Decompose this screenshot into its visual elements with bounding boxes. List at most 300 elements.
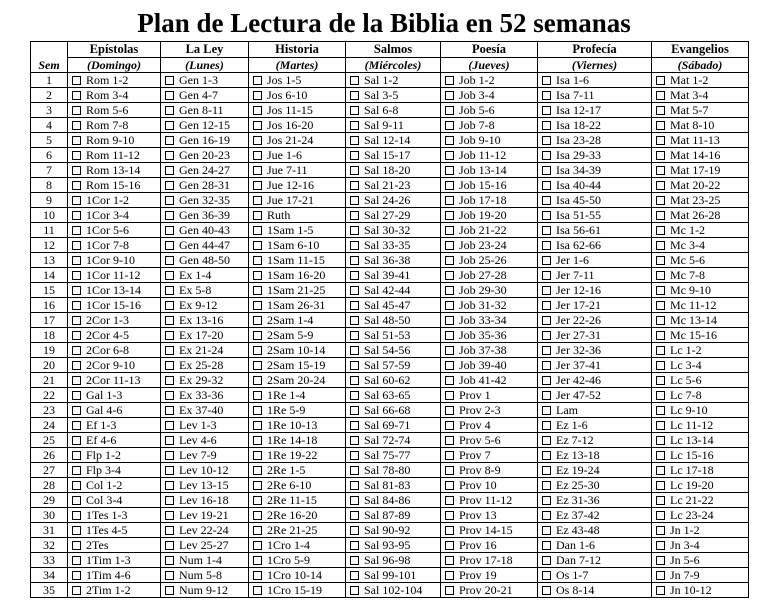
checkbox[interactable]	[350, 481, 359, 490]
checkbox[interactable]	[445, 331, 454, 340]
checkbox[interactable]	[445, 166, 454, 175]
checkbox[interactable]	[656, 331, 665, 340]
checkbox[interactable]	[350, 511, 359, 520]
reading-cell	[441, 553, 538, 568]
checkbox[interactable]	[165, 526, 174, 535]
checkbox[interactable]	[72, 286, 81, 295]
checkbox[interactable]	[542, 541, 551, 550]
checkbox[interactable]	[350, 241, 359, 250]
checkbox[interactable]	[445, 196, 454, 205]
checkbox[interactable]	[656, 436, 665, 445]
checkbox[interactable]	[445, 316, 454, 325]
checkbox[interactable]	[165, 256, 174, 265]
checkbox[interactable]	[253, 226, 262, 235]
reading-label: Lc 1-2	[670, 343, 702, 357]
reading-cell	[652, 178, 749, 193]
checkbox[interactable]	[445, 466, 454, 475]
checkbox[interactable]	[445, 376, 454, 385]
week-number: 23	[31, 403, 68, 418]
checkbox[interactable]	[253, 196, 262, 205]
checkbox[interactable]	[165, 166, 174, 175]
checkbox[interactable]	[72, 166, 81, 175]
checkbox[interactable]	[350, 121, 359, 130]
checkbox[interactable]	[445, 391, 454, 400]
checkbox[interactable]	[253, 331, 262, 340]
reading-cell	[161, 388, 249, 403]
checkbox[interactable]	[542, 301, 551, 310]
checkbox[interactable]	[165, 481, 174, 490]
checkbox[interactable]	[445, 271, 454, 280]
checkbox[interactable]	[656, 286, 665, 295]
checkbox[interactable]	[72, 301, 81, 310]
checkbox[interactable]	[165, 91, 174, 100]
checkbox[interactable]	[542, 481, 551, 490]
checkbox[interactable]	[542, 361, 551, 370]
reading-cell	[249, 223, 346, 238]
checkbox[interactable]	[253, 436, 262, 445]
reading-cell	[441, 358, 538, 373]
checkbox[interactable]	[72, 256, 81, 265]
checkbox[interactable]	[656, 556, 665, 565]
checkbox[interactable]	[165, 181, 174, 190]
checkbox[interactable]	[253, 511, 262, 520]
checkbox[interactable]	[165, 301, 174, 310]
table-body	[31, 73, 749, 598]
checkbox[interactable]	[542, 466, 551, 475]
reading-label: 1Tes 4-5	[86, 523, 128, 537]
checkbox[interactable]	[350, 271, 359, 280]
checkbox[interactable]	[445, 211, 454, 220]
checkbox[interactable]	[542, 211, 551, 220]
checkbox[interactable]	[350, 391, 359, 400]
checkbox[interactable]	[253, 121, 262, 130]
week-number: 12	[31, 238, 68, 253]
reading-label: 2Re 11-15	[267, 493, 317, 507]
checkbox[interactable]	[350, 361, 359, 370]
checkbox[interactable]	[72, 376, 81, 385]
checkbox[interactable]	[72, 181, 81, 190]
checkbox[interactable]	[350, 496, 359, 505]
checkbox[interactable]	[542, 571, 551, 580]
checkbox[interactable]	[445, 526, 454, 535]
checkbox[interactable]	[656, 376, 665, 385]
checkbox[interactable]	[350, 151, 359, 160]
checkbox[interactable]	[656, 106, 665, 115]
checkbox[interactable]	[656, 301, 665, 310]
checkbox[interactable]	[445, 106, 454, 115]
checkbox[interactable]	[165, 436, 174, 445]
checkbox[interactable]	[350, 301, 359, 310]
reading-cell	[68, 73, 161, 88]
checkbox[interactable]	[253, 466, 262, 475]
checkbox[interactable]	[542, 586, 551, 595]
checkbox[interactable]	[445, 121, 454, 130]
checkbox[interactable]	[72, 481, 81, 490]
checkbox[interactable]	[253, 556, 262, 565]
checkbox[interactable]	[72, 451, 81, 460]
checkbox[interactable]	[350, 331, 359, 340]
reading-cell	[441, 118, 538, 133]
checkbox[interactable]	[253, 181, 262, 190]
checkbox[interactable]	[350, 181, 359, 190]
reading-label: Rom 5-6	[86, 103, 129, 117]
checkbox[interactable]	[656, 136, 665, 145]
checkbox[interactable]	[542, 91, 551, 100]
checkbox[interactable]	[350, 541, 359, 550]
checkbox[interactable]	[253, 361, 262, 370]
reading-cell	[161, 118, 249, 133]
checkbox[interactable]	[445, 181, 454, 190]
checkbox[interactable]	[542, 106, 551, 115]
checkbox[interactable]	[656, 196, 665, 205]
table-row	[31, 358, 749, 373]
checkbox[interactable]	[542, 421, 551, 430]
checkbox[interactable]	[656, 451, 665, 460]
checkbox[interactable]	[350, 256, 359, 265]
reading-label: Job 35-36	[459, 328, 507, 342]
checkbox[interactable]	[253, 406, 262, 415]
checkbox[interactable]	[253, 571, 262, 580]
checkbox[interactable]	[253, 541, 262, 550]
checkbox[interactable]	[165, 151, 174, 160]
reading-label: Sal 96-98	[364, 553, 411, 567]
checkbox[interactable]	[445, 406, 454, 415]
checkbox[interactable]	[165, 286, 174, 295]
checkbox[interactable]	[445, 286, 454, 295]
checkbox[interactable]	[350, 76, 359, 85]
checkbox[interactable]	[72, 361, 81, 370]
checkbox[interactable]	[253, 286, 262, 295]
checkbox[interactable]	[542, 346, 551, 355]
checkbox[interactable]	[165, 361, 174, 370]
checkbox[interactable]	[253, 166, 262, 175]
checkbox[interactable]	[350, 421, 359, 430]
checkbox[interactable]	[542, 181, 551, 190]
reading-label: Lev 7-9	[179, 448, 217, 462]
checkbox[interactable]	[350, 91, 359, 100]
checkbox[interactable]	[165, 346, 174, 355]
checkbox[interactable]	[445, 421, 454, 430]
checkbox[interactable]	[72, 211, 81, 220]
checkbox[interactable]	[165, 226, 174, 235]
checkbox[interactable]	[72, 346, 81, 355]
checkbox[interactable]	[445, 346, 454, 355]
checkbox[interactable]	[656, 541, 665, 550]
checkbox[interactable]	[445, 256, 454, 265]
checkbox[interactable]	[72, 421, 81, 430]
checkbox[interactable]	[542, 316, 551, 325]
checkbox[interactable]	[445, 91, 454, 100]
reading-label: Job 7-8	[459, 118, 495, 132]
checkbox[interactable]	[253, 526, 262, 535]
week-number: 30	[31, 508, 68, 523]
checkbox[interactable]	[542, 256, 551, 265]
reading-label: Prov 4	[459, 418, 491, 432]
reading-cell	[161, 418, 249, 433]
checkbox[interactable]	[350, 346, 359, 355]
checkbox[interactable]	[445, 511, 454, 520]
checkbox[interactable]	[72, 496, 81, 505]
checkbox[interactable]	[656, 526, 665, 535]
checkbox[interactable]	[542, 436, 551, 445]
checkbox[interactable]	[72, 121, 81, 130]
checkbox[interactable]	[656, 406, 665, 415]
reading-cell	[652, 418, 749, 433]
checkbox[interactable]	[72, 541, 81, 550]
checkbox[interactable]	[542, 526, 551, 535]
reading-cell	[538, 448, 652, 463]
checkbox[interactable]	[542, 391, 551, 400]
checkbox[interactable]	[656, 391, 665, 400]
checkbox[interactable]	[350, 226, 359, 235]
checkbox[interactable]	[656, 91, 665, 100]
checkbox[interactable]	[165, 451, 174, 460]
checkbox[interactable]	[656, 166, 665, 175]
reading-cell	[68, 553, 161, 568]
reading-label: Dan 7-12	[556, 553, 601, 567]
checkbox[interactable]	[253, 106, 262, 115]
checkbox[interactable]	[350, 526, 359, 535]
checkbox[interactable]	[656, 241, 665, 250]
checkbox[interactable]	[72, 226, 81, 235]
checkbox[interactable]	[445, 241, 454, 250]
checkbox[interactable]	[542, 511, 551, 520]
checkbox[interactable]	[656, 511, 665, 520]
checkbox[interactable]	[656, 211, 665, 220]
checkbox[interactable]	[542, 496, 551, 505]
checkbox[interactable]	[656, 421, 665, 430]
checkbox[interactable]	[165, 76, 174, 85]
checkbox[interactable]	[253, 316, 262, 325]
checkbox[interactable]	[350, 166, 359, 175]
checkbox[interactable]	[165, 496, 174, 505]
checkbox[interactable]	[72, 196, 81, 205]
checkbox[interactable]	[656, 151, 665, 160]
checkbox[interactable]	[656, 361, 665, 370]
checkbox[interactable]	[72, 241, 81, 250]
checkbox[interactable]	[350, 571, 359, 580]
day-header-5: (Jueves)	[441, 58, 538, 73]
checkbox[interactable]	[656, 586, 665, 595]
checkbox[interactable]	[656, 76, 665, 85]
checkbox[interactable]	[542, 151, 551, 160]
checkbox[interactable]	[350, 106, 359, 115]
checkbox[interactable]	[445, 361, 454, 370]
reading-cell	[68, 493, 161, 508]
checkbox[interactable]	[253, 451, 262, 460]
reading-cell	[346, 538, 441, 553]
reading-cell	[161, 493, 249, 508]
checkbox[interactable]	[165, 586, 174, 595]
table-row	[31, 553, 749, 568]
checkbox[interactable]	[445, 496, 454, 505]
checkbox[interactable]	[656, 481, 665, 490]
checkbox[interactable]	[165, 271, 174, 280]
reading-label: Prov 16	[459, 538, 497, 552]
checkbox[interactable]	[350, 211, 359, 220]
checkbox[interactable]	[72, 136, 81, 145]
checkbox[interactable]	[253, 151, 262, 160]
checkbox[interactable]	[350, 451, 359, 460]
checkbox[interactable]	[542, 331, 551, 340]
checkbox[interactable]	[165, 406, 174, 415]
checkbox[interactable]	[72, 271, 81, 280]
checkbox[interactable]	[350, 316, 359, 325]
checkbox[interactable]	[253, 241, 262, 250]
checkbox[interactable]	[253, 211, 262, 220]
reading-label: Isa 1-6	[556, 73, 589, 87]
reading-cell	[652, 148, 749, 163]
reading-label: Gen 20-23	[179, 148, 230, 162]
reading-label: Lc 19-20	[670, 478, 714, 492]
checkbox[interactable]	[542, 376, 551, 385]
checkbox[interactable]	[656, 271, 665, 280]
checkbox[interactable]	[253, 301, 262, 310]
reading-label: Isa 18-22	[556, 118, 601, 132]
checkbox[interactable]	[72, 571, 81, 580]
checkbox[interactable]	[253, 376, 262, 385]
checkbox[interactable]	[72, 316, 81, 325]
reading-cell	[249, 388, 346, 403]
checkbox[interactable]	[253, 481, 262, 490]
checkbox[interactable]	[165, 121, 174, 130]
table-row	[31, 73, 749, 88]
checkbox[interactable]	[350, 376, 359, 385]
checkbox[interactable]	[165, 241, 174, 250]
checkbox[interactable]	[656, 121, 665, 130]
checkbox[interactable]	[72, 391, 81, 400]
checkbox[interactable]	[542, 136, 551, 145]
reading-label: Jer 37-41	[556, 358, 601, 372]
checkbox[interactable]	[72, 151, 81, 160]
checkbox[interactable]	[656, 496, 665, 505]
checkbox[interactable]	[165, 331, 174, 340]
checkbox[interactable]	[445, 151, 454, 160]
checkbox[interactable]	[542, 271, 551, 280]
checkbox[interactable]	[445, 76, 454, 85]
checkbox[interactable]	[542, 286, 551, 295]
reading-cell	[161, 73, 249, 88]
checkbox[interactable]	[72, 106, 81, 115]
checkbox[interactable]	[445, 301, 454, 310]
checkbox[interactable]	[165, 196, 174, 205]
checkbox[interactable]	[350, 136, 359, 145]
reading-cell	[249, 418, 346, 433]
checkbox[interactable]	[165, 466, 174, 475]
checkbox[interactable]	[542, 166, 551, 175]
checkbox[interactable]	[656, 181, 665, 190]
checkbox[interactable]	[72, 556, 81, 565]
checkbox[interactable]	[445, 481, 454, 490]
checkbox[interactable]	[72, 331, 81, 340]
checkbox[interactable]	[165, 106, 174, 115]
checkbox[interactable]	[542, 226, 551, 235]
reading-cell	[441, 568, 538, 583]
reading-label: 1Re 10-13	[267, 418, 318, 432]
checkbox[interactable]	[656, 316, 665, 325]
checkbox[interactable]	[165, 556, 174, 565]
checkbox[interactable]	[165, 316, 174, 325]
reading-cell	[346, 328, 441, 343]
checkbox[interactable]	[542, 556, 551, 565]
checkbox[interactable]	[445, 226, 454, 235]
checkbox[interactable]	[72, 91, 81, 100]
checkbox[interactable]	[350, 196, 359, 205]
checkbox[interactable]	[542, 76, 551, 85]
checkbox[interactable]	[253, 76, 262, 85]
reading-label: Jos 21-24	[267, 133, 314, 147]
reading-cell	[68, 223, 161, 238]
reading-label: Lc 3-4	[670, 358, 702, 372]
checkbox[interactable]	[253, 391, 262, 400]
checkbox[interactable]	[656, 256, 665, 265]
checkbox[interactable]	[445, 556, 454, 565]
checkbox[interactable]	[72, 466, 81, 475]
checkbox[interactable]	[165, 136, 174, 145]
reading-label: 2Cor 4-5	[86, 328, 129, 342]
checkbox[interactable]	[445, 136, 454, 145]
checkbox[interactable]	[350, 556, 359, 565]
checkbox[interactable]	[165, 211, 174, 220]
checkbox[interactable]	[253, 496, 262, 505]
reading-label: Mat 23-25	[670, 193, 721, 207]
checkbox[interactable]	[253, 136, 262, 145]
checkbox[interactable]	[165, 391, 174, 400]
checkbox[interactable]	[72, 76, 81, 85]
checkbox[interactable]	[72, 511, 81, 520]
week-number: 28	[31, 478, 68, 493]
checkbox[interactable]	[350, 586, 359, 595]
checkbox[interactable]	[656, 226, 665, 235]
checkbox[interactable]	[350, 406, 359, 415]
checkbox[interactable]	[72, 406, 81, 415]
checkbox[interactable]	[165, 541, 174, 550]
checkbox[interactable]	[542, 241, 551, 250]
checkbox[interactable]	[445, 586, 454, 595]
checkbox[interactable]	[445, 541, 454, 550]
reading-cell	[441, 298, 538, 313]
checkbox[interactable]	[656, 346, 665, 355]
checkbox[interactable]	[165, 376, 174, 385]
checkbox[interactable]	[350, 466, 359, 475]
checkbox[interactable]	[445, 451, 454, 460]
checkbox[interactable]	[253, 271, 262, 280]
checkbox[interactable]	[165, 511, 174, 520]
reading-label: Ex 21-24	[179, 343, 224, 357]
checkbox[interactable]	[253, 346, 262, 355]
checkbox[interactable]	[542, 196, 551, 205]
checkbox[interactable]	[656, 466, 665, 475]
checkbox[interactable]	[542, 451, 551, 460]
checkbox[interactable]	[253, 586, 262, 595]
checkbox[interactable]	[445, 571, 454, 580]
checkbox[interactable]	[72, 436, 81, 445]
checkbox[interactable]	[350, 436, 359, 445]
checkbox[interactable]	[253, 421, 262, 430]
checkbox[interactable]	[656, 571, 665, 580]
checkbox[interactable]	[253, 256, 262, 265]
checkbox[interactable]	[350, 286, 359, 295]
checkbox[interactable]	[165, 571, 174, 580]
checkbox[interactable]	[445, 436, 454, 445]
checkbox[interactable]	[165, 421, 174, 430]
reading-label: Os 1-7	[556, 568, 589, 582]
checkbox[interactable]	[72, 526, 81, 535]
checkbox[interactable]	[72, 586, 81, 595]
checkbox[interactable]	[542, 406, 551, 415]
checkbox[interactable]	[253, 91, 262, 100]
checkbox[interactable]	[542, 121, 551, 130]
